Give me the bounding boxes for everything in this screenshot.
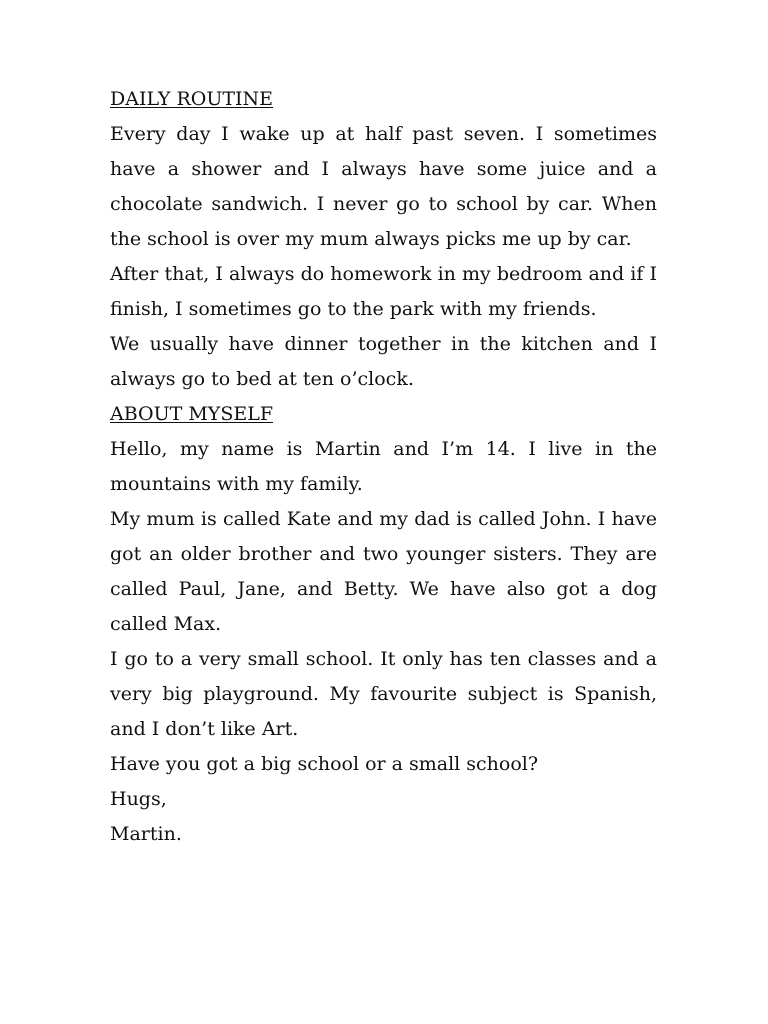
section-heading: ABOUT MYSELF — [110, 403, 274, 425]
paragraph: My mum is called Kate and my dad is called John. I have got an older brother and two younger sisters. They are called Paul, Jane, and Betty. We have also got a dog called Max. — [110, 508, 657, 635]
signature: Martin. — [110, 823, 182, 845]
paragraph: I go to a very small school. It only has ten classes and a very big playground. My favourite subject is Spanish, and I don’t like Art. — [110, 648, 657, 740]
section-daily-routine — [110, 82, 657, 397]
paragraph: Hello, my name is Martin and I’m 14. I live in the mountains with my family. — [110, 438, 657, 495]
paragraph: Every day I wake up at half past seven. I sometimes have a shower and I always have some juice and a chocolate sandwich. I never go to school by car. When the school is over my mum always picks me up by car. — [110, 123, 657, 250]
paragraph: After that, I always do homework in my bedroom and if I finish, I sometimes go to the park with my friends. — [110, 263, 657, 320]
section-about-myself — [110, 397, 657, 782]
signoff: Hugs, — [110, 788, 167, 810]
paragraph: Have you got a big school or a small school? — [110, 753, 539, 775]
document-page — [110, 82, 657, 852]
letter-closing — [110, 782, 657, 852]
section-heading: DAILY ROUTINE — [110, 88, 274, 110]
paragraph: We usually have dinner together in the kitchen and I always go to bed at ten o’clock. — [110, 333, 657, 390]
